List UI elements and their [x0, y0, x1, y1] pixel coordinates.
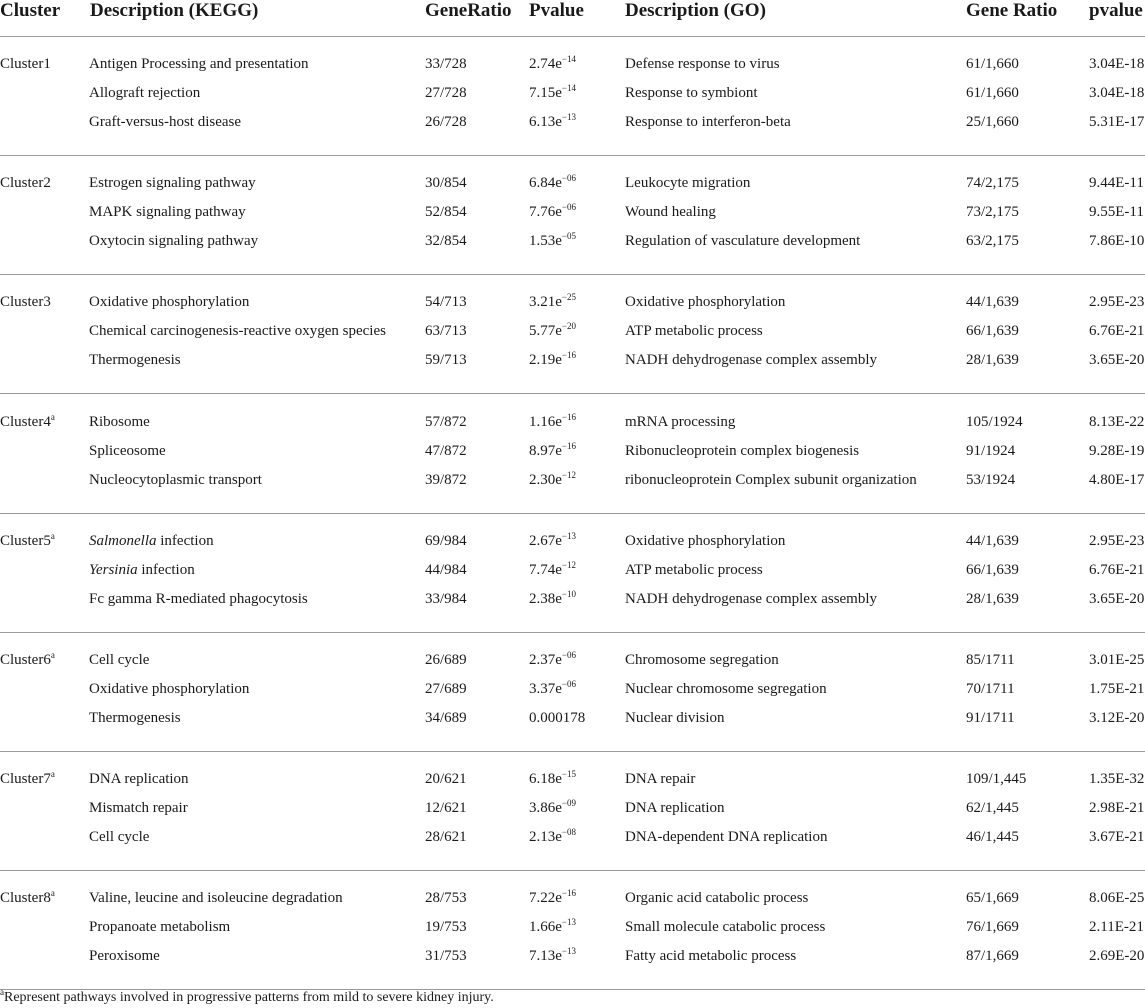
kegg-description-text: Cell cycle	[89, 652, 150, 668]
kegg-gene-ratio: 34/689	[425, 710, 467, 726]
go-description: DNA replication	[625, 800, 725, 817]
cluster-name: Cluster7	[0, 771, 51, 788]
go-gene-ratio: 44/1,639	[966, 532, 1019, 549]
go-description: Nuclear division	[625, 710, 725, 726]
kegg-pvalue	[529, 590, 576, 608]
go-gene-ratio: 66/1,639	[966, 323, 1019, 340]
go-description: Response to symbiont	[625, 85, 758, 101]
cluster-name: Cluster3	[0, 294, 51, 311]
kegg-gene-ratio: 20/621	[425, 771, 467, 788]
kegg-description-text: Chemical carcinogenesis-reactive oxygen species	[89, 323, 386, 340]
go-description: Nuclear chromosome segregation	[625, 681, 827, 697]
kegg-gene-ratio: 69/984	[425, 532, 467, 549]
kegg-pvalue-mantissa: 7.22e	[529, 890, 562, 907]
kegg-description	[89, 293, 249, 311]
go-gene-ratio: 46/1,445	[966, 829, 1019, 846]
go-gene-ratio: 25/1,660	[966, 114, 1019, 130]
cluster-separator-rule	[0, 155, 1145, 156]
go-pvalue: 3.65E-20	[1089, 352, 1145, 369]
kegg-pvalue-mantissa: 8.97e	[529, 442, 562, 459]
kegg-pvalue-exponent: −16	[561, 440, 576, 451]
go-description: Oxidative phosphorylation	[625, 532, 786, 549]
header-kegg-pvalue: Pvalue	[529, 0, 584, 21]
go-description: NADH dehydrogenase complex assembly	[625, 352, 878, 369]
go-description: Chromosome segregation	[625, 652, 779, 668]
go-description: DNA repair	[625, 771, 696, 788]
kegg-description-text: Mismatch repair	[89, 800, 188, 817]
cluster-label	[0, 55, 51, 73]
kegg-description	[89, 351, 181, 369]
go-description: Response to interferon-beta	[625, 114, 791, 130]
go-gene-ratio: 105/1924	[966, 413, 1023, 430]
kegg-pvalue-exponent: −12	[561, 559, 576, 570]
cluster-separator-rule	[0, 393, 1145, 394]
kegg-gene-ratio: 33/984	[425, 590, 467, 607]
cluster-separator-rule	[0, 274, 1145, 275]
kegg-description	[89, 55, 309, 73]
kegg-description	[89, 680, 249, 698]
kegg-description-text: Oxidative phosphorylation	[89, 681, 250, 697]
cluster-label	[0, 651, 55, 669]
header-cluster: Cluster	[0, 0, 61, 21]
kegg-pvalue	[529, 947, 576, 965]
go-pvalue: 3.65E-20	[1089, 590, 1145, 607]
kegg-description	[89, 442, 166, 460]
kegg-pvalue-exponent: −10	[561, 588, 576, 599]
kegg-pvalue-mantissa: 0.000178	[529, 710, 586, 726]
cluster-name: Cluster1	[0, 56, 51, 72]
kegg-pvalue-exponent: −14	[561, 83, 576, 93]
kegg-description-text: Valine, leucine and isoleucine degradation	[89, 890, 343, 907]
go-pvalue: 3.12E-20	[1089, 710, 1145, 726]
kegg-description-text: Nucleocytoplasmic transport	[89, 471, 262, 488]
cluster-name: Cluster6	[0, 652, 51, 668]
kegg-pvalue	[529, 293, 576, 311]
kegg-description	[89, 84, 200, 102]
go-description: Wound healing	[625, 204, 716, 221]
go-gene-ratio: 65/1,669	[966, 890, 1019, 907]
kegg-pvalue-exponent: −06	[561, 173, 576, 184]
kegg-description-italic: Salmonella	[89, 532, 157, 549]
kegg-pvalue-exponent: −05	[561, 231, 576, 242]
kegg-pvalue	[529, 55, 576, 73]
kegg-gene-ratio: 27/728	[425, 85, 467, 101]
go-gene-ratio: 63/2,175	[966, 233, 1019, 250]
cluster-label	[0, 532, 55, 550]
go-description: ribonucleoprotein Complex subunit organization	[625, 471, 917, 488]
kegg-description-text: Ribosome	[89, 413, 150, 430]
kegg-description-text: Estrogen signaling pathway	[89, 175, 256, 192]
go-pvalue: 2.69E-20	[1089, 948, 1145, 965]
kegg-pvalue-exponent: −08	[561, 827, 576, 838]
go-gene-ratio: 74/2,175	[966, 175, 1019, 192]
cluster-footnote-mark: a	[50, 888, 55, 899]
cluster-footnote-mark: a	[50, 411, 55, 422]
kegg-pvalue-exponent: −06	[561, 679, 576, 689]
go-gene-ratio: 28/1,639	[966, 590, 1019, 607]
cluster-separator-rule	[0, 513, 1145, 514]
go-pvalue: 9.44E-11	[1089, 175, 1144, 192]
kegg-pvalue	[529, 351, 576, 369]
kegg-description-italic: Yersinia	[89, 561, 138, 578]
kegg-description	[89, 561, 195, 579]
kegg-pvalue-mantissa: 7.13e	[529, 948, 562, 965]
cluster-footnote-mark: a	[50, 530, 55, 541]
kegg-gene-ratio: 26/689	[425, 652, 467, 668]
go-gene-ratio: 87/1,669	[966, 948, 1019, 965]
go-pvalue: 2.98E-21	[1089, 800, 1145, 817]
kegg-description	[89, 532, 214, 550]
kegg-pvalue	[529, 918, 576, 936]
go-pvalue: 3.01E-25	[1089, 652, 1145, 668]
kegg-description	[89, 709, 181, 727]
go-pvalue: 9.55E-11	[1089, 204, 1144, 221]
kegg-gene-ratio: 63/713	[425, 323, 467, 340]
cluster-label	[0, 174, 51, 192]
go-description: Defense response to virus	[625, 56, 780, 72]
kegg-gene-ratio: 26/728	[425, 114, 467, 130]
kegg-gene-ratio: 30/854	[425, 175, 467, 192]
kegg-description-text: MAPK signaling pathway	[89, 204, 246, 221]
cluster-footnote-mark: a	[50, 650, 55, 660]
kegg-description	[89, 322, 386, 340]
kegg-description	[89, 413, 150, 431]
go-pvalue: 2.11E-21	[1089, 919, 1144, 936]
kegg-description	[89, 232, 258, 250]
kegg-pvalue	[529, 113, 576, 131]
kegg-description-text: Oxidative phosphorylation	[89, 294, 250, 311]
kegg-pvalue-exponent: −16	[561, 350, 576, 361]
kegg-pvalue	[529, 84, 576, 102]
kegg-pvalue-mantissa: 1.53e	[529, 233, 562, 250]
cluster-separator-rule	[0, 751, 1145, 752]
kegg-description-text: Allograft rejection	[89, 85, 201, 101]
kegg-pvalue	[529, 322, 576, 340]
cluster-label	[0, 770, 55, 788]
go-gene-ratio: 76/1,669	[966, 919, 1019, 936]
kegg-gene-ratio: 31/753	[425, 948, 467, 965]
go-description: Organic acid catabolic process	[625, 890, 809, 907]
kegg-pvalue	[529, 174, 576, 192]
kegg-description	[89, 799, 188, 817]
kegg-pvalue	[529, 828, 576, 846]
go-pvalue: 8.13E-22	[1089, 413, 1145, 430]
kegg-description	[89, 828, 149, 846]
go-description: Oxidative phosphorylation	[625, 294, 786, 311]
cluster-label	[0, 413, 55, 431]
kegg-pvalue	[529, 413, 576, 431]
kegg-pvalue-mantissa: 3.21e	[529, 294, 562, 311]
kegg-description	[89, 590, 308, 608]
go-gene-ratio: 62/1,445	[966, 800, 1019, 817]
kegg-pvalue	[529, 442, 576, 460]
go-pvalue: 2.95E-23	[1089, 294, 1145, 311]
kegg-pvalue-exponent: −06	[561, 202, 576, 213]
go-description: Leukocyte migration	[625, 175, 751, 192]
kegg-gene-ratio: 28/621	[425, 829, 467, 846]
kegg-pvalue	[529, 770, 576, 788]
kegg-pvalue	[529, 232, 576, 250]
kegg-gene-ratio: 47/872	[425, 442, 467, 459]
kegg-description	[89, 203, 246, 221]
kegg-gene-ratio: 27/689	[425, 681, 467, 697]
header-rule	[0, 36, 1145, 37]
cluster-separator-rule	[0, 870, 1145, 871]
go-gene-ratio: 91/1924	[966, 442, 1016, 459]
cluster-separator-rule	[0, 632, 1145, 633]
header-kegg-generatio: GeneRatio	[425, 0, 512, 21]
go-gene-ratio: 70/1711	[966, 681, 1015, 697]
go-description: Small molecule catabolic process	[625, 919, 826, 936]
go-gene-ratio: 85/1711	[966, 652, 1015, 668]
kegg-pvalue	[529, 561, 576, 579]
go-pvalue: 5.31E-17	[1089, 114, 1145, 130]
kegg-pvalue-exponent: −25	[561, 292, 576, 303]
kegg-description	[89, 947, 160, 965]
kegg-pvalue-mantissa: 2.30e	[529, 471, 562, 488]
kegg-pvalue	[529, 532, 576, 550]
go-pvalue: 9.28E-19	[1089, 442, 1145, 459]
kegg-description-text: Peroxisome	[89, 948, 160, 965]
kegg-pvalue-mantissa: 7.74e	[529, 561, 562, 578]
header-kegg-description: Description (KEGG)	[90, 0, 259, 21]
kegg-pvalue-exponent: −16	[561, 411, 576, 422]
go-gene-ratio: 66/1,639	[966, 561, 1019, 578]
kegg-pvalue-exponent: −14	[561, 54, 576, 64]
kegg-pvalue-mantissa: 2.67e	[529, 532, 562, 549]
kegg-pvalue-mantissa: 3.86e	[529, 800, 562, 817]
go-pvalue: 3.04E-18	[1089, 85, 1145, 101]
go-description: ATP metabolic process	[625, 323, 763, 340]
kegg-pvalue-exponent: −16	[561, 888, 576, 899]
header-go-description: Description (GO)	[625, 0, 766, 21]
kegg-pvalue-exponent: −13	[561, 112, 576, 122]
go-description: NADH dehydrogenase complex assembly	[625, 590, 878, 607]
go-description: DNA-dependent DNA replication	[625, 829, 828, 846]
go-pvalue: 3.04E-18	[1089, 56, 1145, 72]
kegg-gene-ratio: 54/713	[425, 294, 467, 311]
go-pvalue: 2.95E-23	[1089, 532, 1145, 549]
kegg-pvalue-mantissa: 5.77e	[529, 323, 562, 340]
kegg-pvalue-mantissa: 1.16e	[529, 413, 562, 430]
kegg-description-text: Thermogenesis	[89, 710, 181, 726]
kegg-pvalue	[529, 709, 585, 727]
kegg-pvalue-exponent: −20	[561, 321, 576, 332]
kegg-pvalue-exponent: −09	[561, 798, 576, 809]
kegg-pvalue-mantissa: 2.13e	[529, 829, 562, 846]
kegg-description-text: Oxytocin signaling pathway	[89, 233, 259, 250]
kegg-pvalue-mantissa: 2.37e	[529, 652, 562, 668]
kegg-pvalue-mantissa: 3.37e	[529, 681, 562, 697]
cluster-name: Cluster8	[0, 890, 51, 907]
kegg-pvalue-mantissa: 6.84e	[529, 175, 562, 192]
go-description: Fatty acid metabolic process	[625, 948, 797, 965]
footnote-mark: a	[0, 987, 4, 997]
kegg-pvalue	[529, 889, 576, 907]
kegg-description-text: Propanoate metabolism	[89, 919, 231, 936]
kegg-description-text: Spliceosome	[89, 442, 166, 459]
kegg-description-text: Graft-versus-host disease	[89, 114, 242, 130]
kegg-gene-ratio: 52/854	[425, 204, 467, 221]
kegg-pvalue	[529, 799, 576, 817]
kegg-description-text: Cell cycle	[89, 829, 150, 846]
kegg-pvalue-exponent: −12	[561, 469, 576, 480]
footnote-text: Represent pathways involved in progressive patterns from mild to severe kidney injury.	[4, 990, 494, 1005]
kegg-pvalue-mantissa: 2.74e	[529, 56, 562, 72]
kegg-pvalue-exponent: −15	[561, 769, 576, 780]
header-go-gene-ratio: Gene Ratio	[966, 0, 1058, 21]
kegg-pvalue	[529, 203, 576, 221]
kegg-gene-ratio: 28/753	[425, 890, 467, 907]
go-pvalue: 1.75E-21	[1089, 681, 1145, 697]
go-description: mRNA processing	[625, 413, 736, 430]
go-pvalue: 7.86E-10	[1089, 233, 1145, 250]
go-gene-ratio: 109/1,445	[966, 771, 1027, 788]
kegg-pvalue-mantissa: 7.15e	[529, 85, 562, 101]
go-pvalue: 8.06E-25	[1089, 890, 1145, 907]
kegg-pvalue	[529, 651, 576, 669]
kegg-pvalue-mantissa: 2.19e	[529, 352, 562, 369]
kegg-pvalue-exponent: −13	[561, 917, 576, 928]
kegg-pvalue-exponent: −06	[561, 650, 576, 660]
kegg-description	[89, 471, 262, 489]
kegg-pvalue-mantissa: 1.66e	[529, 919, 562, 936]
cluster-name: Cluster2	[0, 175, 51, 192]
cluster-name: Cluster5	[0, 532, 51, 549]
kegg-pvalue	[529, 471, 576, 489]
kegg-gene-ratio: 19/753	[425, 919, 467, 936]
kegg-description-text: infection	[156, 532, 214, 549]
table-footnote	[0, 987, 494, 1006]
kegg-gene-ratio: 39/872	[425, 471, 467, 488]
kegg-pvalue-exponent: −13	[561, 946, 576, 957]
go-pvalue: 6.76E-21	[1089, 561, 1145, 578]
kegg-description-text: DNA replication	[89, 771, 189, 788]
kegg-gene-ratio: 44/984	[425, 561, 467, 578]
go-gene-ratio: 61/1,660	[966, 85, 1019, 101]
kegg-description	[89, 770, 189, 788]
kegg-gene-ratio: 57/872	[425, 413, 467, 430]
kegg-pvalue	[529, 680, 576, 698]
kegg-gene-ratio: 33/728	[425, 56, 467, 72]
go-gene-ratio: 91/1711	[966, 710, 1015, 726]
go-gene-ratio: 73/2,175	[966, 204, 1019, 221]
kegg-description-text: Thermogenesis	[89, 352, 181, 369]
go-description: Regulation of vasculature development	[625, 233, 861, 250]
kegg-gene-ratio: 59/713	[425, 352, 467, 369]
go-description: Ribonucleoprotein complex biogenesis	[625, 442, 860, 459]
kegg-description	[89, 174, 256, 192]
cluster-footnote-mark: a	[50, 769, 55, 780]
go-gene-ratio: 28/1,639	[966, 352, 1019, 369]
kegg-pvalue-exponent: −13	[561, 530, 576, 541]
go-gene-ratio: 44/1,639	[966, 294, 1019, 311]
go-pvalue: 3.67E-21	[1089, 829, 1145, 846]
kegg-description-text: infection	[137, 561, 195, 578]
go-description: ATP metabolic process	[625, 561, 763, 578]
cluster-label	[0, 889, 55, 907]
kegg-description	[89, 918, 230, 936]
go-pvalue: 6.76E-21	[1089, 323, 1145, 340]
cluster-label	[0, 293, 51, 311]
go-gene-ratio: 61/1,660	[966, 56, 1019, 72]
kegg-gene-ratio: 12/621	[425, 800, 467, 817]
kegg-description	[89, 113, 241, 131]
header-go-pvalue: pvalue	[1089, 0, 1143, 21]
kegg-pvalue-mantissa: 7.76e	[529, 204, 562, 221]
kegg-pvalue-mantissa: 6.18e	[529, 771, 562, 788]
go-gene-ratio: 53/1924	[966, 471, 1016, 488]
kegg-description-text: Fc gamma R-mediated phagocytosis	[89, 590, 308, 607]
kegg-description-text: Antigen Processing and presentation	[89, 56, 309, 72]
kegg-gene-ratio: 32/854	[425, 233, 467, 250]
kegg-description	[89, 889, 343, 907]
kegg-description	[89, 651, 149, 669]
go-pvalue: 4.80E-17	[1089, 471, 1145, 488]
kegg-pvalue-mantissa: 6.13e	[529, 114, 562, 130]
go-pvalue: 1.35E-32	[1089, 771, 1145, 788]
cluster-name: Cluster4	[0, 413, 51, 430]
kegg-pvalue-mantissa: 2.38e	[529, 590, 562, 607]
